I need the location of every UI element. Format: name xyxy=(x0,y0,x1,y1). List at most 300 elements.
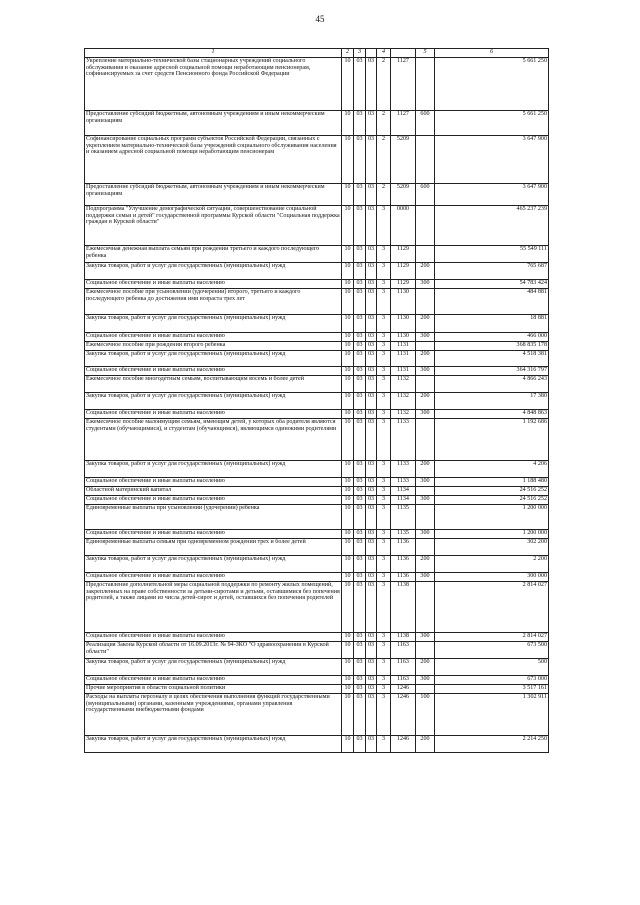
row-code-cell: 10 xyxy=(342,659,354,676)
row-code-cell: 1133 xyxy=(391,478,416,487)
row-code-cell: 03 xyxy=(366,642,377,659)
row-code-cell: 03 xyxy=(354,289,366,315)
row-name-cell: Закупка товаров, работ и услуг для государственных (муниципальных) нужд xyxy=(85,393,342,410)
row-name-cell: Закупка товаров, работ и услуг для государственных (муниципальных) нужд xyxy=(85,736,342,753)
row-amount-cell: 2 200 xyxy=(435,556,549,573)
row-code-cell: 300 xyxy=(416,496,435,505)
row-name-cell: Закупка товаров, работ и услуг для государственных (муниципальных) нужд xyxy=(85,315,342,333)
column-header: 3 xyxy=(354,49,366,58)
row-code-cell: 10 xyxy=(342,736,354,753)
row-code-cell: 03 xyxy=(354,676,366,685)
row-code-cell: 1130 xyxy=(391,333,416,342)
row-code-cell: 03 xyxy=(366,263,377,280)
row-code-cell: 3 xyxy=(377,556,391,573)
column-header: 4 xyxy=(377,49,391,58)
row-name-cell: Закупка товаров, работ и услуг для государственных (муниципальных) нужд xyxy=(85,556,342,573)
row-name-cell: Предоставление субсидий бюджетным, автономным учреждениям и иным некоммерческим организациям xyxy=(85,184,342,206)
row-code-cell: 03 xyxy=(354,530,366,539)
row-code-cell: 1132 xyxy=(391,376,416,393)
row-code-cell: 5209 xyxy=(391,136,416,184)
row-code-cell: 300 xyxy=(416,530,435,539)
row-code-cell: 1246 xyxy=(391,694,416,736)
row-code-cell: 03 xyxy=(354,539,366,556)
table-row xyxy=(85,367,549,376)
row-code-cell xyxy=(416,642,435,659)
row-code-cell xyxy=(416,342,435,351)
row-code-cell: 3 xyxy=(377,280,391,289)
row-code-cell: 03 xyxy=(354,263,366,280)
row-code-cell: 200 xyxy=(416,659,435,676)
row-code-cell: 03 xyxy=(366,315,377,333)
row-code-cell: 03 xyxy=(366,676,377,685)
row-code-cell: 03 xyxy=(354,367,366,376)
row-code-cell: 03 xyxy=(354,351,366,367)
row-name-cell: Предоставление субсидий бюджетным, автономным учреждениям и иным некоммерческим организациям xyxy=(85,111,342,136)
row-code-cell: 3 xyxy=(377,342,391,351)
row-code-cell: 03 xyxy=(366,333,377,342)
row-name-cell: Софинансирование социальных программ субъектов Российской Федерации, связанных с укреплением материально-технической базы учреждений социального обслуживания населения и оказанием адресной социальной помощи неработающим пенсионерам xyxy=(85,136,342,184)
row-code-cell: 3 xyxy=(377,461,391,478)
row-code-cell: 300 xyxy=(416,573,435,582)
row-name-cell: Реализация Закона Курской области от 16.09.2013г. № 94-ЗКО "О здравоохранении в Курской области" xyxy=(85,642,342,659)
row-amount-cell: 465 237 239 xyxy=(435,206,549,246)
table-row xyxy=(85,58,549,111)
row-code-cell: 1135 xyxy=(391,530,416,539)
row-code-cell: 03 xyxy=(366,539,377,556)
row-code-cell: 10 xyxy=(342,206,354,246)
row-code-cell: 03 xyxy=(354,410,366,419)
row-code-cell: 10 xyxy=(342,573,354,582)
row-code-cell: 1129 xyxy=(391,280,416,289)
row-code-cell: 03 xyxy=(354,633,366,642)
row-code-cell: 1131 xyxy=(391,367,416,376)
row-code-cell: 10 xyxy=(342,342,354,351)
row-code-cell: 03 xyxy=(354,496,366,505)
row-name-cell: Подпрограмма "Улучшение демографической ситуации, совершенствование социальной поддержки семьи и детей" государственной программы Курской области "Социальная поддержка граждан в Курской области" xyxy=(85,206,342,246)
budget-table xyxy=(84,48,549,753)
row-code-cell xyxy=(416,505,435,530)
row-code-cell: 3 xyxy=(377,263,391,280)
row-amount-cell: 5 661 250 xyxy=(435,58,549,111)
row-code-cell: 10 xyxy=(342,410,354,419)
row-name-cell: Областной материнский капитал xyxy=(85,487,342,496)
row-code-cell: 1163 xyxy=(391,676,416,685)
row-code-cell xyxy=(416,487,435,496)
row-code-cell: 10 xyxy=(342,676,354,685)
row-code-cell: 10 xyxy=(342,315,354,333)
row-code-cell: 03 xyxy=(366,419,377,461)
row-name-cell: Предоставление дополнительной меры социальной поддержки по ремонту жилых помещений, закрепленных на праве собственности за детьми-сиротами и детьми, оставшимися без попечения родителей, а также лицами из числа детей-сирот и детей, оставшихся без попечения родителей xyxy=(85,582,342,633)
row-code-cell: 1132 xyxy=(391,410,416,419)
table-row xyxy=(85,280,549,289)
column-header: 5 xyxy=(416,49,435,58)
row-name-cell: Социальное обеспечение и иные выплаты населению xyxy=(85,530,342,539)
row-code-cell: 1130 xyxy=(391,289,416,315)
row-name-cell: Социальное обеспечение и иные выплаты населению xyxy=(85,496,342,505)
row-code-cell: 10 xyxy=(342,333,354,342)
table-row xyxy=(85,419,549,461)
row-code-cell: 03 xyxy=(354,461,366,478)
row-code-cell: 03 xyxy=(354,184,366,206)
row-code-cell: 2 xyxy=(377,111,391,136)
row-code-cell: 1136 xyxy=(391,556,416,573)
table-row xyxy=(85,736,549,753)
row-code-cell: 3 xyxy=(377,246,391,263)
row-code-cell: 03 xyxy=(366,246,377,263)
row-code-cell: 3 xyxy=(377,736,391,753)
table-row xyxy=(85,530,549,539)
row-code-cell: 1129 xyxy=(391,263,416,280)
row-code-cell: 03 xyxy=(366,206,377,246)
row-code-cell: 3 xyxy=(377,694,391,736)
row-code-cell: 3 xyxy=(377,206,391,246)
row-code-cell: 10 xyxy=(342,633,354,642)
row-code-cell: 3 xyxy=(377,351,391,367)
row-code-cell xyxy=(416,419,435,461)
row-code-cell: 03 xyxy=(354,246,366,263)
row-name-cell: Ежемесячное пособие малоимущим семьям, имеющим детей, у которых оба родителя являются студентами (обучающимися), и студентам (обучающимся), являющимся одинокими родителями xyxy=(85,419,342,461)
row-amount-cell: 673 500 xyxy=(435,642,549,659)
row-code-cell: 1134 xyxy=(391,496,416,505)
row-code-cell: 1246 xyxy=(391,736,416,753)
row-code-cell xyxy=(416,289,435,315)
row-code-cell: 1136 xyxy=(391,573,416,582)
row-code-cell: 3 xyxy=(377,496,391,505)
row-code-cell: 200 xyxy=(416,461,435,478)
row-amount-cell: 3 647 900 xyxy=(435,184,549,206)
row-code-cell: 03 xyxy=(366,694,377,736)
table-row xyxy=(85,487,549,496)
row-code-cell: 03 xyxy=(366,487,377,496)
row-code-cell: 3 xyxy=(377,410,391,419)
row-amount-cell: 368 835 178 xyxy=(435,342,549,351)
row-code-cell: 03 xyxy=(366,376,377,393)
row-name-cell: Социальное обеспечение и иные выплаты населению xyxy=(85,280,342,289)
row-code-cell: 3 xyxy=(377,530,391,539)
row-code-cell: 3 xyxy=(377,419,391,461)
table-row xyxy=(85,573,549,582)
row-code-cell: 3 xyxy=(377,582,391,633)
row-name-cell: Закупка товаров, работ и услуг для государственных (муниципальных) нужд xyxy=(85,461,342,478)
row-code-cell: 10 xyxy=(342,393,354,410)
row-amount-cell: 300 000 xyxy=(435,573,549,582)
row-code-cell: 03 xyxy=(354,315,366,333)
row-code-cell: 200 xyxy=(416,263,435,280)
table-row xyxy=(85,111,549,136)
row-code-cell: 10 xyxy=(342,582,354,633)
row-code-cell: 03 xyxy=(366,573,377,582)
row-amount-cell: 484 881 xyxy=(435,289,549,315)
row-code-cell: 1136 xyxy=(391,539,416,556)
table-row xyxy=(85,289,549,315)
row-code-cell: 3 xyxy=(377,505,391,530)
row-code-cell: 300 xyxy=(416,410,435,419)
table-row xyxy=(85,184,549,206)
column-header: 2 xyxy=(342,49,354,58)
row-code-cell: 2 xyxy=(377,58,391,111)
row-name-cell: Социальное обеспечение и иные выплаты населению xyxy=(85,478,342,487)
row-code-cell: 03 xyxy=(366,478,377,487)
table-row xyxy=(85,342,549,351)
row-code-cell: 2 xyxy=(377,136,391,184)
row-code-cell: 03 xyxy=(354,419,366,461)
row-code-cell: 03 xyxy=(366,685,377,694)
row-code-cell: 3 xyxy=(377,487,391,496)
row-name-cell: Укрепление материально-технической базы стационарных учреждений социального обслуживания и оказание адресной социальной помощи неработающим пенсионерам, софинансируемых за счет средств Пенсионного фонда Российской Федерации xyxy=(85,58,342,111)
table-row xyxy=(85,685,549,694)
row-code-cell: 03 xyxy=(366,367,377,376)
table-row xyxy=(85,246,549,263)
row-amount-cell: 3 647 900 xyxy=(435,136,549,184)
row-code-cell: 200 xyxy=(416,315,435,333)
row-name-cell: Закупка товаров, работ и услуг для государственных (муниципальных) нужд xyxy=(85,263,342,280)
row-code-cell: 03 xyxy=(354,280,366,289)
row-code-cell: 03 xyxy=(354,478,366,487)
table-row xyxy=(85,582,549,633)
row-name-cell: Социальное обеспечение и иные выплаты населению xyxy=(85,367,342,376)
row-name-cell: Расходы на выплаты персоналу в целях обеспечения выполнения функций государственными (муниципальными) органами, казенными учреждениями, органами управления государственными внебюджетными фондами xyxy=(85,694,342,736)
row-code-cell xyxy=(416,539,435,556)
row-amount-cell: 24 516 252 xyxy=(435,496,549,505)
row-code-cell: 300 xyxy=(416,333,435,342)
row-amount-cell: 2 214 250 xyxy=(435,736,549,753)
row-code-cell: 200 xyxy=(416,393,435,410)
table-row xyxy=(85,376,549,393)
row-code-cell: 03 xyxy=(366,351,377,367)
row-amount-cell: 1 200 000 xyxy=(435,530,549,539)
row-code-cell: 3 xyxy=(377,289,391,315)
row-code-cell: 03 xyxy=(366,582,377,633)
row-amount-cell: 466 000 xyxy=(435,333,549,342)
row-code-cell: 1138 xyxy=(391,633,416,642)
row-amount-cell: 500 xyxy=(435,659,549,676)
table-row xyxy=(85,333,549,342)
table-row xyxy=(85,505,549,530)
row-code-cell xyxy=(416,206,435,246)
row-name-cell: Единовременные выплаты семьям при одновременном рождении трех и более детей xyxy=(85,539,342,556)
row-name-cell: Ежемесячное пособие многодетным семьям, воспитывающим восемь и более детей xyxy=(85,376,342,393)
row-code-cell: 03 xyxy=(366,111,377,136)
row-code-cell: 3 xyxy=(377,376,391,393)
row-code-cell: 03 xyxy=(366,184,377,206)
row-code-cell: 03 xyxy=(354,487,366,496)
row-amount-cell: 765 687 xyxy=(435,263,549,280)
row-code-cell: 03 xyxy=(366,556,377,573)
row-code-cell: 3 xyxy=(377,393,391,410)
row-code-cell: 10 xyxy=(342,184,354,206)
row-code-cell xyxy=(416,685,435,694)
row-code-cell: 03 xyxy=(366,659,377,676)
table-row xyxy=(85,496,549,505)
row-code-cell: 10 xyxy=(342,367,354,376)
row-code-cell: 100 xyxy=(416,694,435,736)
row-code-cell: 3 xyxy=(377,642,391,659)
row-code-cell: 300 xyxy=(416,676,435,685)
row-code-cell: 03 xyxy=(354,111,366,136)
page-number: 45 xyxy=(315,14,325,24)
row-code-cell: 10 xyxy=(342,478,354,487)
row-amount-cell: 1 192 686 xyxy=(435,419,549,461)
table-row xyxy=(85,556,549,573)
row-code-cell: 03 xyxy=(366,136,377,184)
row-name-cell: Закупка товаров, работ и услуг для государственных (муниципальных) нужд xyxy=(85,351,342,367)
row-code-cell: 300 xyxy=(416,633,435,642)
row-amount-cell: 3 517 161 xyxy=(435,685,549,694)
row-code-cell: 10 xyxy=(342,246,354,263)
row-code-cell: 03 xyxy=(366,736,377,753)
row-amount-cell: 24 516 252 xyxy=(435,487,549,496)
row-amount-cell: 2 814 027 xyxy=(435,582,549,633)
row-amount-cell: 673 000 xyxy=(435,676,549,685)
table-row xyxy=(85,659,549,676)
row-amount-cell: 55 549 111 xyxy=(435,246,549,263)
table-row xyxy=(85,539,549,556)
row-code-cell: 10 xyxy=(342,496,354,505)
row-code-cell: 10 xyxy=(342,487,354,496)
row-code-cell: 1163 xyxy=(391,659,416,676)
row-code-cell: 10 xyxy=(342,289,354,315)
row-name-cell: Ежемесячная денежная выплата семьям при рождении третьего и каждого последующего ребенка xyxy=(85,246,342,263)
row-code-cell: 2 xyxy=(377,184,391,206)
row-name-cell: Социальное обеспечение и иные выплаты населению xyxy=(85,333,342,342)
row-code-cell xyxy=(416,58,435,111)
row-code-cell: 03 xyxy=(366,505,377,530)
row-code-cell: 200 xyxy=(416,351,435,367)
column-header xyxy=(391,49,416,58)
row-name-cell: Прочие мероприятия в области социальной политики xyxy=(85,685,342,694)
row-code-cell: 03 xyxy=(354,206,366,246)
row-code-cell: 0000 xyxy=(391,206,416,246)
row-code-cell: 3 xyxy=(377,315,391,333)
row-code-cell: 1133 xyxy=(391,419,416,461)
row-code-cell: 10 xyxy=(342,111,354,136)
row-amount-cell: 4 206 xyxy=(435,461,549,478)
table-row xyxy=(85,676,549,685)
row-name-cell: Социальное обеспечение и иные выплаты населению xyxy=(85,633,342,642)
table-row xyxy=(85,642,549,659)
table-header-row xyxy=(85,49,549,58)
row-code-cell: 1127 xyxy=(391,58,416,111)
row-code-cell: 3 xyxy=(377,333,391,342)
row-code-cell: 3 xyxy=(377,367,391,376)
row-code-cell: 03 xyxy=(354,505,366,530)
row-name-cell: Социальное обеспечение и иные выплаты населению xyxy=(85,676,342,685)
row-amount-cell: 54 783 424 xyxy=(435,280,549,289)
row-code-cell: 03 xyxy=(354,573,366,582)
row-code-cell: 03 xyxy=(366,342,377,351)
row-code-cell: 300 xyxy=(416,280,435,289)
row-code-cell: 1129 xyxy=(391,246,416,263)
row-code-cell: 3 xyxy=(377,676,391,685)
row-code-cell: 10 xyxy=(342,263,354,280)
row-code-cell: 03 xyxy=(354,58,366,111)
row-code-cell: 03 xyxy=(366,633,377,642)
row-code-cell xyxy=(416,136,435,184)
row-code-cell: 3 xyxy=(377,659,391,676)
row-code-cell: 03 xyxy=(354,736,366,753)
row-code-cell: 300 xyxy=(416,367,435,376)
table-row xyxy=(85,351,549,367)
row-code-cell: 1130 xyxy=(391,315,416,333)
row-amount-cell: 18 881 xyxy=(435,315,549,333)
row-code-cell: 03 xyxy=(366,393,377,410)
row-code-cell: 10 xyxy=(342,685,354,694)
row-code-cell: 03 xyxy=(354,342,366,351)
row-name-cell: Единовременные выплаты при усыновлении (удочерении) ребенка xyxy=(85,505,342,530)
row-amount-cell: 17 380 xyxy=(435,393,549,410)
row-code-cell: 1135 xyxy=(391,505,416,530)
row-name-cell: Ежемесячное пособие при усыновлении (удочерении) второго, третьего и каждого последующего ребенка до достижения ими возраста трех лет xyxy=(85,289,342,315)
row-code-cell: 03 xyxy=(366,280,377,289)
row-code-cell: 03 xyxy=(354,659,366,676)
table-row xyxy=(85,410,549,419)
row-amount-cell: 2 814 027 xyxy=(435,633,549,642)
row-code-cell: 10 xyxy=(342,351,354,367)
table-row xyxy=(85,393,549,410)
row-code-cell: 10 xyxy=(342,461,354,478)
column-header xyxy=(366,49,377,58)
row-code-cell: 03 xyxy=(354,333,366,342)
row-code-cell: 03 xyxy=(366,289,377,315)
row-code-cell: 3 xyxy=(377,685,391,694)
row-code-cell: 10 xyxy=(342,376,354,393)
row-amount-cell: 1 188 480 xyxy=(435,478,549,487)
row-name-cell: Социальное обеспечение и иные выплаты населению xyxy=(85,410,342,419)
row-code-cell: 1127 xyxy=(391,111,416,136)
row-code-cell: 3 xyxy=(377,539,391,556)
row-code-cell: 5209 xyxy=(391,184,416,206)
row-code-cell: 1134 xyxy=(391,487,416,496)
row-code-cell: 03 xyxy=(354,376,366,393)
row-code-cell: 1132 xyxy=(391,393,416,410)
row-amount-cell: 4 848 863 xyxy=(435,410,549,419)
table-row xyxy=(85,478,549,487)
row-amount-cell: 1 200 000 xyxy=(435,505,549,530)
row-code-cell: 10 xyxy=(342,556,354,573)
row-code-cell: 10 xyxy=(342,58,354,111)
column-header: 1 xyxy=(85,49,342,58)
row-amount-cell: 5 661 250 xyxy=(435,111,549,136)
row-code-cell: 03 xyxy=(366,58,377,111)
row-code-cell: 1163 xyxy=(391,642,416,659)
row-code-cell: 03 xyxy=(354,582,366,633)
row-code-cell: 600 xyxy=(416,184,435,206)
row-code-cell: 10 xyxy=(342,419,354,461)
row-code-cell: 03 xyxy=(354,642,366,659)
row-amount-cell: 4 518 381 xyxy=(435,351,549,367)
table-row xyxy=(85,315,549,333)
row-code-cell: 10 xyxy=(342,280,354,289)
row-code-cell: 200 xyxy=(416,556,435,573)
row-name-cell: Закупка товаров, работ и услуг для государственных (муниципальных) нужд xyxy=(85,659,342,676)
row-name-cell: Социальное обеспечение и иные выплаты населению xyxy=(85,573,342,582)
table-row xyxy=(85,633,549,642)
row-code-cell: 1131 xyxy=(391,342,416,351)
row-code-cell: 1138 xyxy=(391,582,416,633)
row-code-cell: 03 xyxy=(354,685,366,694)
row-code-cell: 600 xyxy=(416,111,435,136)
row-code-cell xyxy=(416,582,435,633)
row-code-cell: 03 xyxy=(354,694,366,736)
table-row xyxy=(85,694,549,736)
row-code-cell: 03 xyxy=(354,136,366,184)
row-code-cell: 10 xyxy=(342,539,354,556)
row-code-cell xyxy=(416,376,435,393)
row-code-cell: 3 xyxy=(377,573,391,582)
row-code-cell: 03 xyxy=(354,393,366,410)
row-code-cell: 10 xyxy=(342,136,354,184)
table-row xyxy=(85,136,549,184)
